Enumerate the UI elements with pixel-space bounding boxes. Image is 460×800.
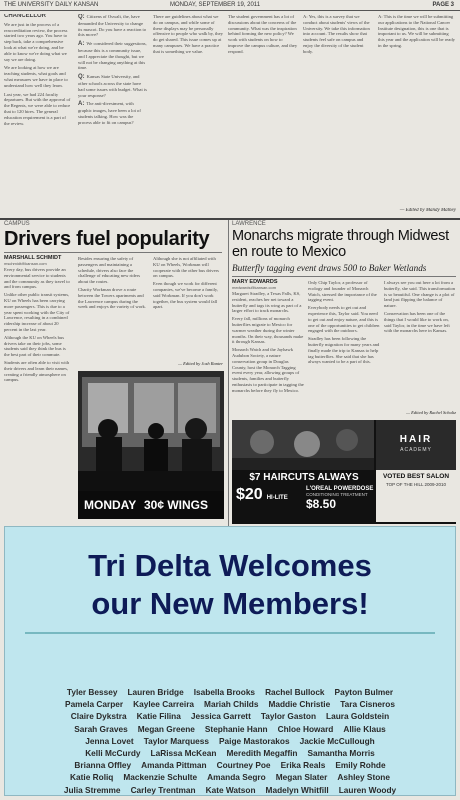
monarchs-paragraph: Stradley has been following the butterfly migration for many years and finally made the trip to Kansas to help tag butterflies. She said that she has always wanted to be a part of this. [308,336,380,365]
drivers-byline-box [4,255,72,265]
bus-photo-illustration [78,371,224,491]
monarchs-paragraph: Only Chip Taylor, a professor of ecology and founder of Monarch Watch, stressed the importance of the tagging event. [308,280,377,303]
chancellor-paragraph: We are looking at how we are teaching students, what goals and what measures we have in place to understand how well they learn. [4,65,68,88]
monarchs-byline: MARY EDWARDS [232,279,278,285]
drivers-byline: MARSHALL SCHMIDT [4,255,62,261]
drivers-paragraph: Charity Workman drove a route between the Towers apartments and the Lawrence campus during the week and enjoys the variety of work. [78,286,146,310]
member-name: Allie Klaus [343,723,386,734]
drivers-paragraph: Students are often able to visit with their drivers and learn their names, creating a friendly atmosphere on campus. [4,359,70,383]
monarchs-byline-box [232,279,302,289]
salon-brand-sub: ACADEMY [400,447,432,453]
monarchs-column-2 [308,280,380,418]
question-marker: Q: [78,74,85,81]
member-name: Megan Greene [137,723,195,734]
member-name: Taylor Marquess [143,735,210,746]
salon-logo-panel [376,420,456,470]
member-name: Meredith Megaffin [226,748,298,759]
monarchs-column-3 [384,280,456,408]
member-name: Payton Bulmer [334,687,394,697]
member-name: Julia Stremme [63,784,121,795]
member-row [10,771,450,783]
drivers-paragraph: Although the KU on Wheels bus drivers take on their jobs, some students said they think the bus is the best part of their commute. [4,334,66,358]
member-name: Mackenzie Schulte [123,772,198,783]
wings-ad-offer: 30¢ WINGS [144,498,209,512]
salon-headline: $7 HAIRCUTS ALWAYS [249,472,359,483]
member-name: Pamela Carper [65,699,124,710]
paper-name: THE UNIVERSITY DAILY KANSAN [4,2,99,8]
monarchs-paragraph: Conservation has been one of the things that I would like to work on, said Taylor, in the time we have left with the monarchs here in Kansas. [384,310,450,334]
monarchs-paragraph: Everybody needs to get out and experience this, Taylor said. You need to get out and enjoy nature, and this is one of the opportunities to get children engaged with the outdoors. [308,305,380,334]
salon-offer-2 [306,486,374,520]
star-border [5,629,455,637]
member-name: Lauren Bridge [127,687,184,697]
drivers-column-2 [78,256,148,368]
salon-photo-illustration [232,420,374,470]
salon-offer-2-text: L'OREAL POWERDOSE [306,486,374,492]
member-row [10,759,450,771]
chancellor-heading: CHANCELLOR [4,14,46,19]
member-name: Madelyn Whitfill [265,784,329,795]
answer-marker: A: [78,41,85,48]
monarchs-email: medwards@kansan.com [232,285,277,289]
section-label-campus: CAMPUS [4,221,30,227]
tri-delta-headline-1: Tri Delta Welcomes [88,548,372,583]
drivers-column-1 [4,267,72,489]
chancellor-paragraph: We are just in the process of a reaccreditation review, the process started two years ago. You have to step back, take a comprehensive look at what we're doing, and be able to know we're doing what we say we are doing. [4,21,68,62]
member-name: Taylor Gaston [260,711,317,722]
salon-offer-2-price: $8.50 [306,497,337,511]
monarchs-headline: Monarchs migrate through Midwest en route to Mexico [232,228,449,260]
member-name: Lauren Woody [338,784,397,795]
member-name: Ashley Stone [337,772,390,783]
member-row [10,723,450,735]
member-row [10,735,450,747]
question-text: Citizens of Oswalt, the, have demanded the University to change its mascot. Do you have a reaction to this move? [78,14,147,38]
member-name: Kaylee Carreira [133,699,195,710]
member-name: Stephanie Hann [204,723,268,734]
drivers-paragraph: Although she is not affiliated with KU on Wheels, Workman will cooperate with the other bus drivers on campus. [153,256,219,279]
salon-ad [232,420,456,524]
member-name: Chloe Howard [277,723,334,734]
member-name: Maddie Christie [268,699,331,710]
salon-brand: HAIR [399,434,433,445]
member-row [10,686,450,698]
member-name: Brianna Offley [74,760,132,771]
member-row [10,698,450,710]
chancellor-column-2 [78,14,148,216]
member-row [10,747,450,759]
drivers-email: mschmidt@kansan.com [4,261,47,265]
salon-voted-sub: TOP OF THE HILL 2009-2010 [385,482,447,487]
member-row [10,710,450,722]
chancellor-column-6: A: This is the time we will be submitting our applications to the National Cancer Institute designation, this is one that is important to us. We will be submitting this year and the application will be ready in the spring. [378,14,455,48]
member-name: Isabella Brooks [193,687,256,697]
chancellor-column-4: The student government has a lot of discussions about the concerns of the community. What was the inspiration behind forming the new policy? We work with students on how to improve the campus culture, and they respond. [228,14,298,54]
salon-voted: VOTED BEST SALON [382,473,450,480]
section-divider [0,218,460,220]
monarchs-paragraph: Monarch Watch and the Jayhawk Audubon Society, a nature conservation group in Douglas County, host the Monarch Tagging event every year, allowing groups of students, families and butterfly enthusiasts to participate in tagging the monarchs before they fly to Mexico. [232,347,304,393]
member-name: Jackie McCullough [299,735,375,746]
member-name: Jenna Lovet [85,735,134,746]
headline-rule [4,252,222,253]
salon-offer-1 [236,486,302,520]
chancellor-credit: — Edited by Mandy Matney [399,208,456,213]
member-name: Tyler Bessey [66,687,118,697]
tri-delta-headline-2: our New Members! [91,586,369,621]
member-name: Paige Mastorakos [219,735,290,746]
monarchs-credit: — Edited by Rachel Schultz [406,410,456,415]
deck-rule [232,276,456,277]
member-name: Megan Slater [275,772,328,783]
drivers-column-3 [153,256,223,360]
monarchs-deck: Butterfly tagging event draws 500 to Baker Wetlands [232,263,427,273]
member-name: Amanda Pittman [141,760,207,771]
drivers-paragraph: Even though we work for different companies, we've become a family, said Workman. If you don't work together, the bus system would fall apart. [153,281,219,310]
monarchs-column-1 [232,291,304,418]
salon-voted-panel [376,470,456,522]
member-name: Courtney Poe [216,760,271,771]
member-name: Mariah Childs [204,699,259,710]
chancellor-paragraph: Last year, we had 224 faculty departures. But with the approval of the Regents, we were able to reduce that to 120 hires. The general education requirement is a part of the review. [4,91,71,126]
salon-offer-2-sub: CONDITIONING TREATMENT [306,492,368,497]
member-name: Erika Reals [280,760,326,771]
chancellor-column-3: There are guidelines about what we do on campus, and while some of these displays may be personally offensive to people who walk by, they do get shared. This issue comes up at many campuses. We have a practice that is something we value. [153,14,223,54]
question-marker: Q: [78,14,85,20]
drivers-paragraph: Unlike other public transit systems, KU on Wheels has been carrying more passengers. This is due to a year spent working with the City of Lawrence, resulting in a combined ridership increase of about 20 percent in the last year. [4,292,70,332]
new-member-list [10,686,450,796]
member-name: Amanda Segro [207,772,266,783]
section-label-lawrence: LAWRENCE [232,221,266,227]
salon-offer-1-price: $20 [236,486,263,503]
bus-photo [78,371,224,491]
page-number: PAGE 3 [432,2,454,8]
member-name: Emily Rohde [335,760,386,771]
drivers-headline: Drivers fuel popularity [4,228,210,250]
member-name: LaRissa McKean [150,748,217,759]
drivers-paragraph: Besides ensuring the safety of passengers and maintaining a schedule, drivers also face the challenge of educating new riders about the routes. [78,256,140,285]
member-name: Kate Watson [205,784,256,795]
member-row [10,784,450,796]
answer-marker: A: [78,101,85,108]
salon-offer-1-text: HI-LITE [266,495,288,501]
top-bar [0,0,460,11]
member-name: Katie Roliq [70,772,114,783]
member-name: Laura Goldstein [326,711,390,722]
member-name: Kelli McCurdy [85,748,141,759]
answer-text: The anti-divestment, with graphic images, have been a lot of students talking. How was the process able to fit on campus? [78,101,141,125]
chancellor-column-1 [4,14,72,216]
wings-ad [78,491,224,519]
monarchs-paragraph: Every fall, millions of monarch butterflies migrate to Mexico for warmer weather during the winter months. On their way, thousands make it through Kansas. [232,316,304,345]
member-name: Sarah Graves [74,723,128,734]
answer-text: We considered their suggestions, because this is a community issue, and I appreciate the thought, but we will not be changing anything at this time. [78,41,147,71]
wings-ad-day: MONDAY [84,498,137,512]
monarchs-paragraph: I always see you out here a lot from a butterfly, she said. This transformation is so beautiful. One change is a plot of land just flipping the balance of nature. [384,280,456,309]
member-name: Claire Dykstra [70,711,127,722]
question-text: Kansas State University, and other schools across the state have had some issues with budget. What is your response? [78,74,147,98]
member-name: Samantha Morris [307,748,375,759]
member-name: Carley Trentman [130,784,196,795]
member-name: Tara Cisneros [340,699,395,710]
member-name: Rachel Bullock [265,687,325,697]
member-name: Jessica Garrett [190,711,251,722]
drivers-credit: — Edited by Josh Ranter [178,361,223,366]
member-name: Katie Filina [136,711,181,722]
salon-ad-photo [232,420,374,470]
drivers-paragraph: Every day, bus drivers provide an environmental service to students and the community as they travel to and from campus. [4,267,70,290]
issue-date: MONDAY, SEPTEMBER 19, 2011 [170,2,261,8]
chancellor-column-5: A: Yes, this is a survey that we conduct about students' views of the University. We take this information into account. The results show that students feel safe on campus and enjoy the diversity of the student body. [303,14,370,54]
monarchs-paragraph: Margaret Stradley, a Texas Falls, KS, resident, reaches her net toward a butterfly and tags its wing as part of a larger effort to track monarchs. [232,291,302,314]
